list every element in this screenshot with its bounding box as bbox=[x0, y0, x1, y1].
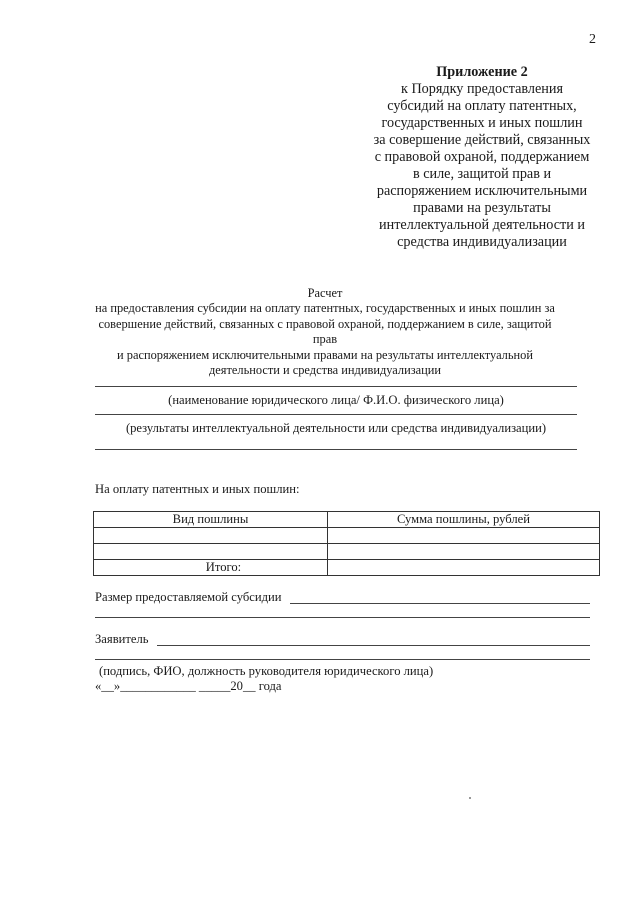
appendix-line: к Порядку предоставления bbox=[401, 81, 563, 97]
subsidy-label: Размер предоставляемой субсидии bbox=[95, 590, 282, 604]
total-amount-cell[interactable] bbox=[328, 560, 600, 576]
subsidy-amount-line[interactable] bbox=[290, 603, 590, 604]
appendix-line: распоряжением исключительными bbox=[376, 183, 588, 199]
applicant-label: Заявитель bbox=[95, 632, 149, 646]
appendix-line: интеллектуальной деятельности и bbox=[379, 217, 585, 233]
page-number: 2 bbox=[589, 32, 596, 47]
applicant-continuation-line[interactable] bbox=[95, 659, 590, 660]
heading-line: и распоряжением исключительными правами на результаты интеллектуальной bbox=[117, 347, 533, 362]
entity-name-line[interactable] bbox=[95, 386, 577, 387]
table-header-row bbox=[94, 512, 600, 528]
date-line[interactable]: «__»____________ _____20__ года bbox=[95, 679, 282, 693]
fee-type-cell[interactable] bbox=[94, 544, 328, 560]
calculation-heading bbox=[90, 286, 560, 378]
table-row bbox=[94, 528, 600, 544]
appendix-title: Приложение 2 bbox=[436, 64, 528, 80]
heading-line: на предоставления субсидии на оплату патентных, государственных и иных пошлин за bbox=[95, 301, 555, 316]
table-total-row bbox=[94, 560, 600, 576]
appendix-block bbox=[360, 64, 604, 251]
appendix-line: государственных и иных пошлин bbox=[381, 115, 583, 131]
scan-speck bbox=[469, 797, 471, 799]
column-header-fee-amount: Сумма пошлины, рублей bbox=[328, 512, 600, 528]
appendix-line: за совершение действий, связанных bbox=[373, 132, 591, 148]
fee-type-cell[interactable] bbox=[94, 528, 328, 544]
fee-amount-cell[interactable] bbox=[328, 528, 600, 544]
entity-caption: (наименование юридического лица/ Ф.И.О. физического лица) bbox=[168, 393, 504, 407]
signature-caption: (подпись, ФИО, должность руководителя юридического лица) bbox=[99, 664, 434, 678]
heading-line: деятельности и средства индивидуализации bbox=[208, 363, 442, 378]
results-caption: (результаты интеллектуальной деятельности или средства индивидуализации) bbox=[125, 421, 547, 435]
fee-amount-cell[interactable] bbox=[328, 544, 600, 560]
appendix-line: средства индивидуализации bbox=[397, 234, 567, 250]
appendix-line: субсидий на оплату патентных, bbox=[387, 98, 577, 114]
heading-word: Расчет bbox=[307, 286, 343, 300]
heading-line: совершение действий, связанных с правовой охраной, поддержанием в силе, защитой прав bbox=[98, 316, 552, 347]
results-continuation-line[interactable] bbox=[95, 449, 577, 450]
appendix-line: в силе, защитой прав и bbox=[412, 166, 552, 182]
fees-intro: На оплату патентных и иных пошлин: bbox=[95, 482, 300, 496]
results-line[interactable] bbox=[95, 414, 577, 415]
total-label: Итого: bbox=[94, 560, 328, 576]
table-row bbox=[94, 544, 600, 560]
subsidy-continuation-line[interactable] bbox=[95, 617, 590, 618]
appendix-line: правами на результаты bbox=[413, 200, 551, 216]
appendix-line: с правовой охраной, поддержанием bbox=[374, 149, 590, 165]
column-header-fee-type: Вид пошлины bbox=[94, 512, 328, 528]
applicant-line[interactable] bbox=[157, 645, 590, 646]
fees-table bbox=[93, 511, 600, 576]
